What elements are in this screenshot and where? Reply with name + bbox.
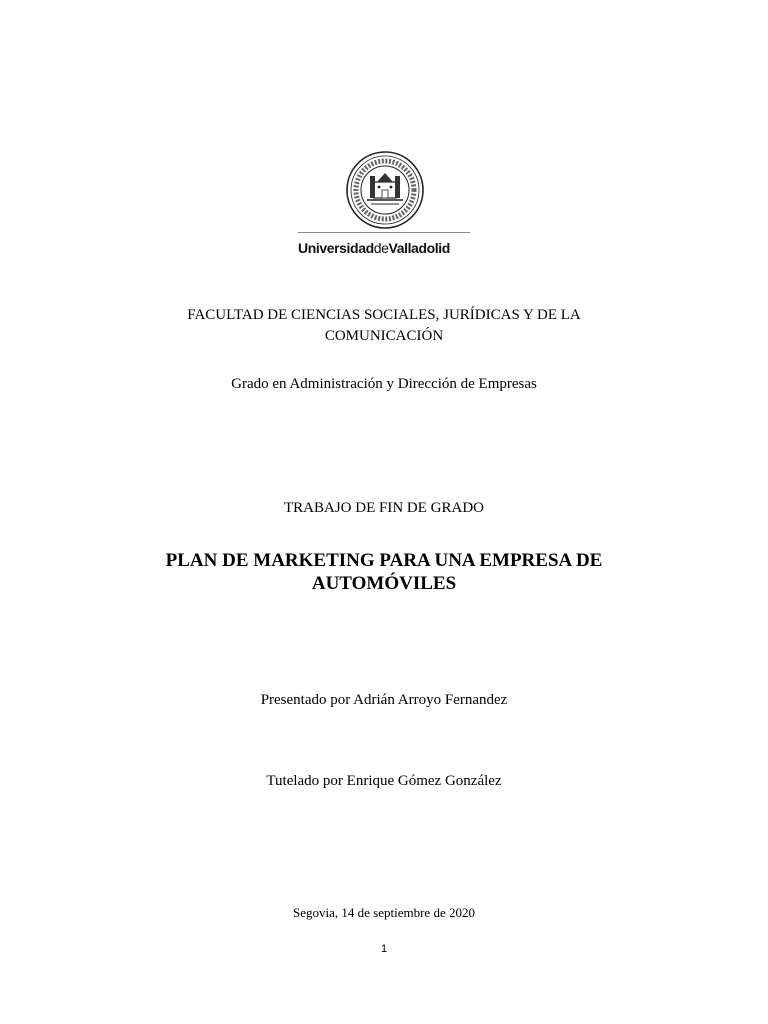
faculty-line-2: COMUNICACIÓN xyxy=(324,328,444,344)
university-seal-logo xyxy=(298,146,472,234)
place-date: Segovia, 14 de septiembre de 2020 xyxy=(293,905,475,920)
tutor-line: Tutelado por Enrique Gómez González xyxy=(266,773,502,789)
header-divider xyxy=(298,232,470,233)
title-line-1: PLAN DE MARKETING PARA UNA EMPRESA DE xyxy=(165,550,603,571)
university-wordmark xyxy=(298,240,474,258)
university-wordmark-part-2: de xyxy=(373,240,389,256)
author-line: Presentado por Adrián Arroyo Fernandez xyxy=(260,692,508,708)
university-wordmark-part-1: Universidad xyxy=(298,240,374,256)
document-type: TRABAJO DE FIN DE GRADO xyxy=(283,500,484,516)
faculty-name xyxy=(0,305,768,347)
page-number: 1 xyxy=(380,943,388,955)
degree-name: Grado en Administración y Dirección de Empresas xyxy=(231,376,537,392)
university-wordmark-part-3: Valladolid xyxy=(388,240,450,256)
title-line-2: AUTOMÓVILES xyxy=(311,573,457,594)
document-title xyxy=(0,549,768,595)
faculty-line-1: FACULTAD DE CIENCIAS SOCIALES, JURÍDICAS Y DE LA xyxy=(187,307,581,323)
